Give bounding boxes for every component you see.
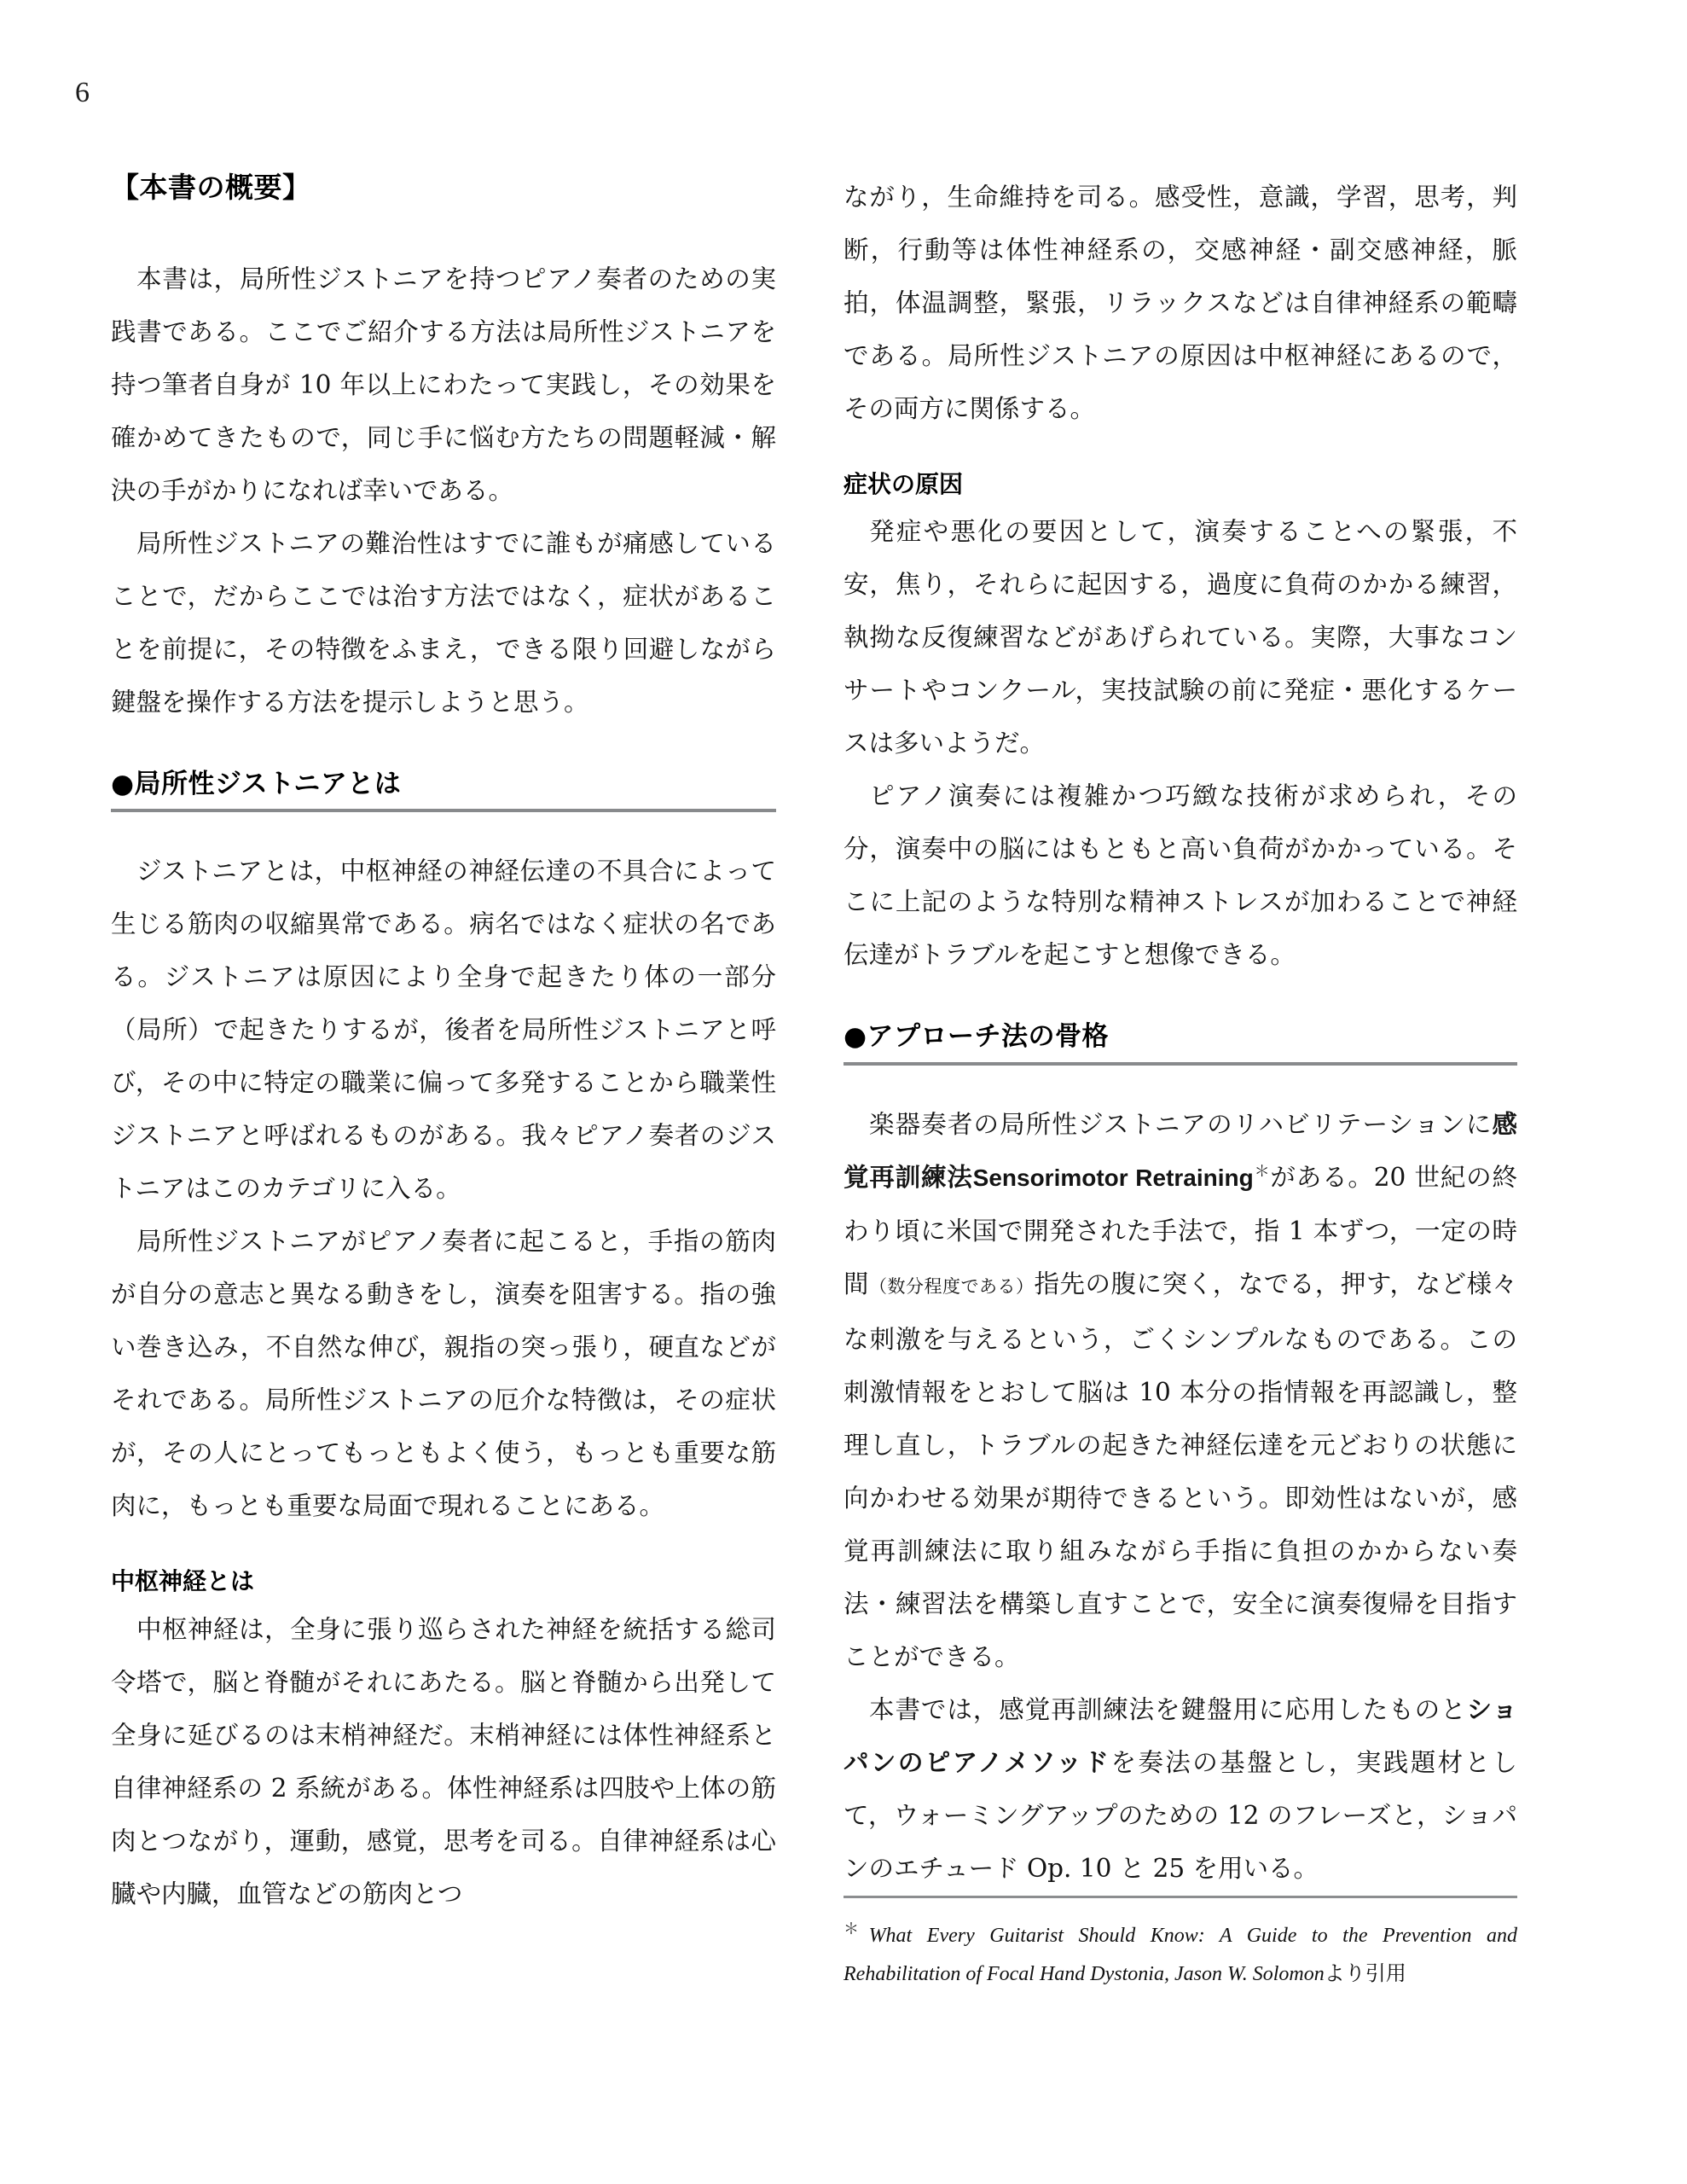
left-column [0,171,844,1920]
section-heading-label: ●局所性ジストニアとは [111,768,402,799]
approach2-term-chopin-method: ショパンのピアノメソッド [844,1694,1517,1778]
section-heading-approach [844,1020,1517,1066]
footnote-title: What Every Guitarist Should Know: A Guide to the Prevention and Rehabilitation of Focal Hand Dystonia, Jason W. Solomon [844,1925,1517,1985]
approach-term-japanese: 感覚再訓練法 [844,1109,1517,1193]
overview-heading: 【本書の概要】 [111,171,311,204]
sub-heading-symptom-cause: 症状の原因 [844,470,964,498]
section-heading-rule [111,809,776,812]
paragraph-overview-2: 局所性ジストニアの難治性はすでに誰もが痛感していることで，だからここでは治す方法ではなく，症状があることを前提に，その特徴をふまえ，できる限り回避しながら鍵盤を操作する方法を提示しようと思う。 [111,528,776,717]
section-heading-approach-rule [844,1062,1517,1066]
paragraph-dystonia-1: ジストニアとは，中枢神経の神経伝達の不具合によって生じる筋肉の収縮異常である。病名ではなく症状の名である。ジストニアは原因により全身で起きたり体の一部分（局所）で起きたりするが，後者を局所性ジストニアと呼び，その中に特定の職業に偏って多発することから職業性ジストニアと呼ばれるものがある。我々ピアノ奏者のジストニアはこのカテゴリに入る。 [111,857,776,1204]
section-heading-focal-dystonia [111,768,776,813]
footnote-marker: ＊ [844,1920,869,1937]
page-number: 6 [75,77,90,108]
section-heading-approach-label: ●アプローチ法の骨格 [844,1021,1110,1053]
approach-term-latin: Sensorimotor Retraining [972,1165,1254,1192]
footnote-block [844,1896,1517,1993]
paragraph-dystonia-2: 局所性ジストニアがピアノ奏者に起こると，手指の筋肉が自分の意志と異なる動きをし，演奏を阻害する。指の強い巻き込み，不自然な伸び，親指の突っ張り，硬直などがそれである。局所性ジストニアの厄介な特徴は，その症状が，その人にとってもっともよく使う，もっとも重要な筋肉に，もっとも重要な局面で現れることにある。 [111,1227,776,1521]
approach-parenthetical-note: （数分程度である） [869,1276,1035,1298]
paragraph-central-nervous-system: 中枢神経は，全身に張り巡らされた神経を統括する総司令塔で，脳と脊髄がそれにあたる。脳と脊髄から出発して全身に延びるのは末梢神経だ。末梢神経には体性神経系と自律神経系の 2 系統がある。体性神経系は四肢や上体の筋肉とつながり，運動，感覚，思考を司る。自律神経系は心臓や内臓，血管などの筋肉とつ [111,1614,776,1908]
sub-heading-central-nervous-system: 中枢神経とは [111,1567,255,1596]
footnote-marker-inline: ＊ [1253,1163,1271,1182]
paragraph-continued: ながり，生命維持を司る。感受性，意識，学習，思考，判断，行動等は体性神経系の，交感神経・副交感神経，脈拍，体温調整，緊張，リラックスなどは自律神経系の範疇である。局所性ジストニアの原因は中枢神経にあるので，その両方に関係する。 [844,183,1517,423]
approach-text-c: 指先の腹に突く，なでる，押す，など様々な刺激を与えるという，ごくシンプルなものである。この刺激情報をとおして脳は 10 本分の指情報を再認識し，整理し直し，トラブルの起きた神経伝達を元どおりの状態に向かわせる効果が期待できるという。即効性はないが，感覚再訓練法に取り組みながら手指に負担のかからない奏法・練習法を構築し直すことで，安全に演奏復帰を目指すことができる。 [844,1269,1517,1672]
footnote-citation [844,1917,1517,1993]
paragraph-approach-1 [844,1098,1517,1683]
right-column [844,171,1687,1920]
footnote-separator-rule [844,1896,1517,1898]
footnote-suffix: より引用 [1324,1961,1406,1985]
paragraph-cause-1: 発症や悪化の要因として，演奏することへの緊張，不安，焦り，それらに起因する，過度に負荷のかかる練習，執拗な反復練習などがあげられている。実際，大事なコンサートやコンクール，実技試験の前に発症・悪化するケースは多いようだ。 [844,517,1517,758]
two-column-body [0,171,1687,1920]
paragraph-approach-2 [844,1683,1517,1895]
paragraph-overview-1: 本書は，局所性ジストニアを持つピアノ奏者のための実践書である。ここでご紹介する方法は局所性ジストニアを持つ筆者自身が 10 年以上にわたって実践し，その効果を確かめてきたもので，同じ手に悩む方たちの問題軽減・解決の手がかりになれば幸いである。 [111,264,776,505]
approach-text-a: 楽器奏者の局所性ジストニアのリハビリテーションに [869,1110,1493,1140]
approach-text-b: がある。20 世紀の終わり頃に米国で開発された手法で，指 1 本ずつ，一定の時間 [844,1163,1517,1299]
paragraph-cause-2: ピアノ演奏には複雑かつ巧緻な技術が求められ，その分，演奏中の脳にはもともと高い負荷がかかっている。そこに上記のような特別な精神ストレスが加わることで神経伝達がトラブルを起こすと想像できる。 [844,781,1517,970]
approach2-text-a: 本書では，感覚再訓練法を鍵盤用に応用したものと [869,1695,1467,1725]
approach2-text-b: を奏法の基盤とし，実践題材として，ウォーミングアップのための 12 のフレーズと，ショパンのエチュード Op. 10 と 25 を用いる。 [844,1748,1517,1884]
